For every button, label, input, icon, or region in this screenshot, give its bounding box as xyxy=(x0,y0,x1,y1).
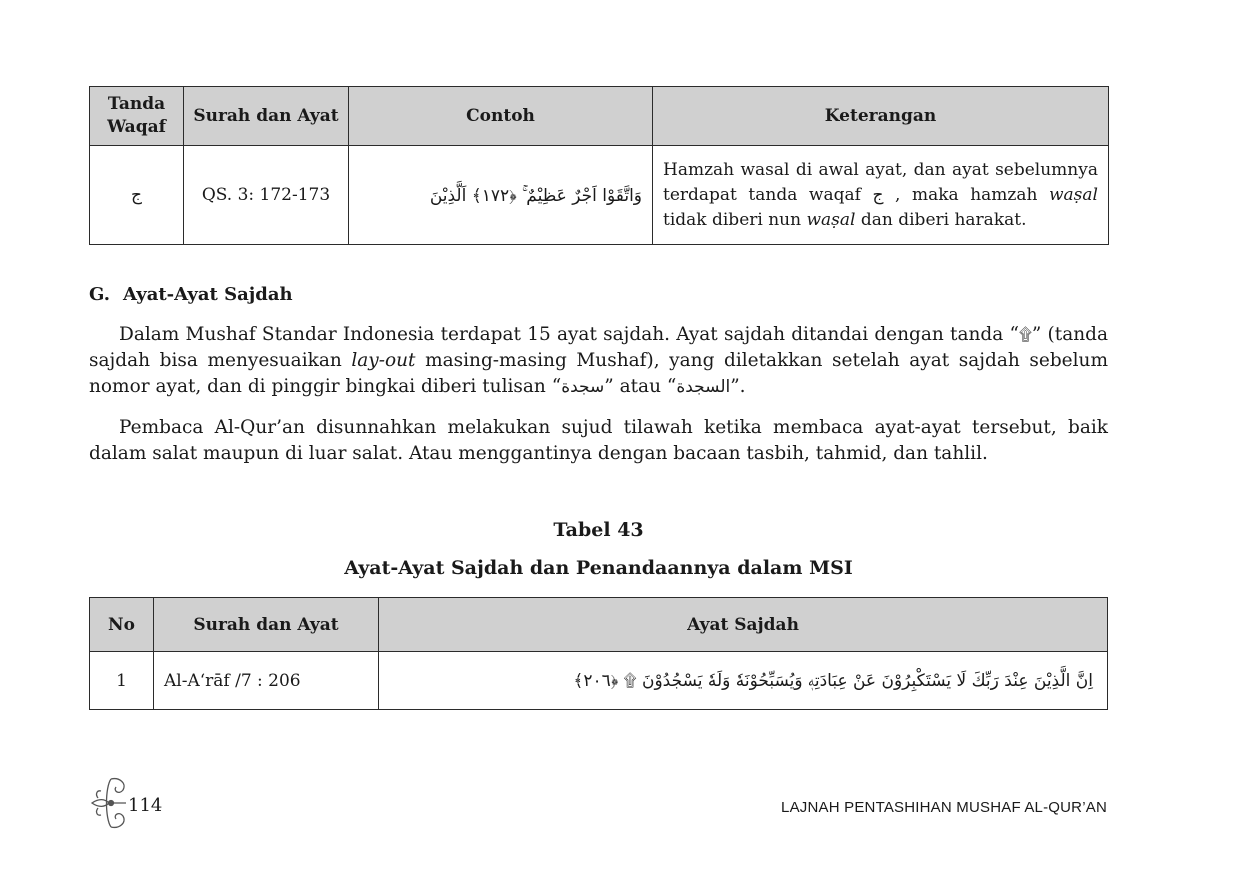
section-title: Ayat-Ayat Sajdah xyxy=(123,284,293,305)
running-footer-title: LAJNAH PENTASHIHAN MUSHAF AL-QUR’AN xyxy=(781,799,1107,816)
explanation-cell: Hamzah wasal di awal ayat, dan ayat sebelumnya terdapat tanda waqaf ج , maka hamzah waṣal tidak diberi nun waṣal dan diberi harakat. xyxy=(653,146,1109,245)
paragraph-sujud-tilawah: Pembaca Al-Qur’an disunnahkan melakukan sujud tilawah ketika membaca ayat-ayat tersebut, baik dalam salat maupun di luar salat. Atau menggantinya dengan bacaan tasbih, tahmid, dan tahlil. xyxy=(89,417,1108,464)
table-caption-number: Tabel 43 xyxy=(553,519,644,541)
table-caption-title: Ayat-Ayat Sajdah dan Penandaannya dalam MSI xyxy=(344,557,853,579)
row-number-cell: 1 xyxy=(90,652,154,710)
table-row xyxy=(90,146,1109,245)
waqaf-table xyxy=(89,86,1109,245)
header-tanda-waqaf: Tanda Waqaf xyxy=(90,87,184,146)
page-number: 114 xyxy=(128,795,163,816)
section-heading xyxy=(89,284,293,305)
waqaf-sign-cell: ج xyxy=(90,146,184,245)
table-row xyxy=(90,652,1108,710)
header-no: No xyxy=(90,598,154,652)
waqaf-table-header-row xyxy=(90,87,1109,146)
header-contoh: Contoh xyxy=(349,87,653,146)
surah-ayat-cell: QS. 3: 172-173 xyxy=(184,146,349,245)
example-arabic-cell: وَاتَّقَوْا اَجْرٌ عَظِيْمٌ ۚ ﴿١٧٢﴾ اَلَّذِيْنَ xyxy=(349,146,653,245)
header-surah-ayat: Surah dan Ayat xyxy=(184,87,349,146)
section-letter: G. xyxy=(89,284,110,305)
header-ayat-sajdah: Ayat Sajdah xyxy=(379,598,1108,652)
header-surah-ayat: Surah dan Ayat xyxy=(154,598,379,652)
header-keterangan: Keterangan xyxy=(653,87,1109,146)
sajdah-table xyxy=(89,597,1108,710)
ayat-sajdah-cell: اِنَّ الَّذِيْنَ عِنْدَ رَبِّكَ لَا يَسْتَكْبِرُوْنَ عَنْ عِبَادَتِهٖ وَيُسَبِّحُوْنَهٗ وَلَهٗ يَسْجُدُوْنَ ۩ ﴿٢٠٦﴾ xyxy=(379,652,1108,710)
paragraph-sajdah-intro: Dalam Mushaf Standar Indonesia terdapat 15 ayat sajdah. Ayat sajdah ditandai dengan tanda “۩” (tanda sajdah bisa menyesuaikan lay-out masing-masing Mushaf), yang diletakkan setelah ayat sajdah sebelum nomor ayat, dan di pinggir bingkai diberi tulisan “سجدة” atau “السجدة”. xyxy=(89,324,1109,397)
sajdah-table-header-row xyxy=(90,598,1108,652)
sajdah-mark-icon: ۩ xyxy=(1018,325,1032,345)
surah-ayat-cell: Al-A‘rāf /7 : 206 xyxy=(154,652,379,710)
